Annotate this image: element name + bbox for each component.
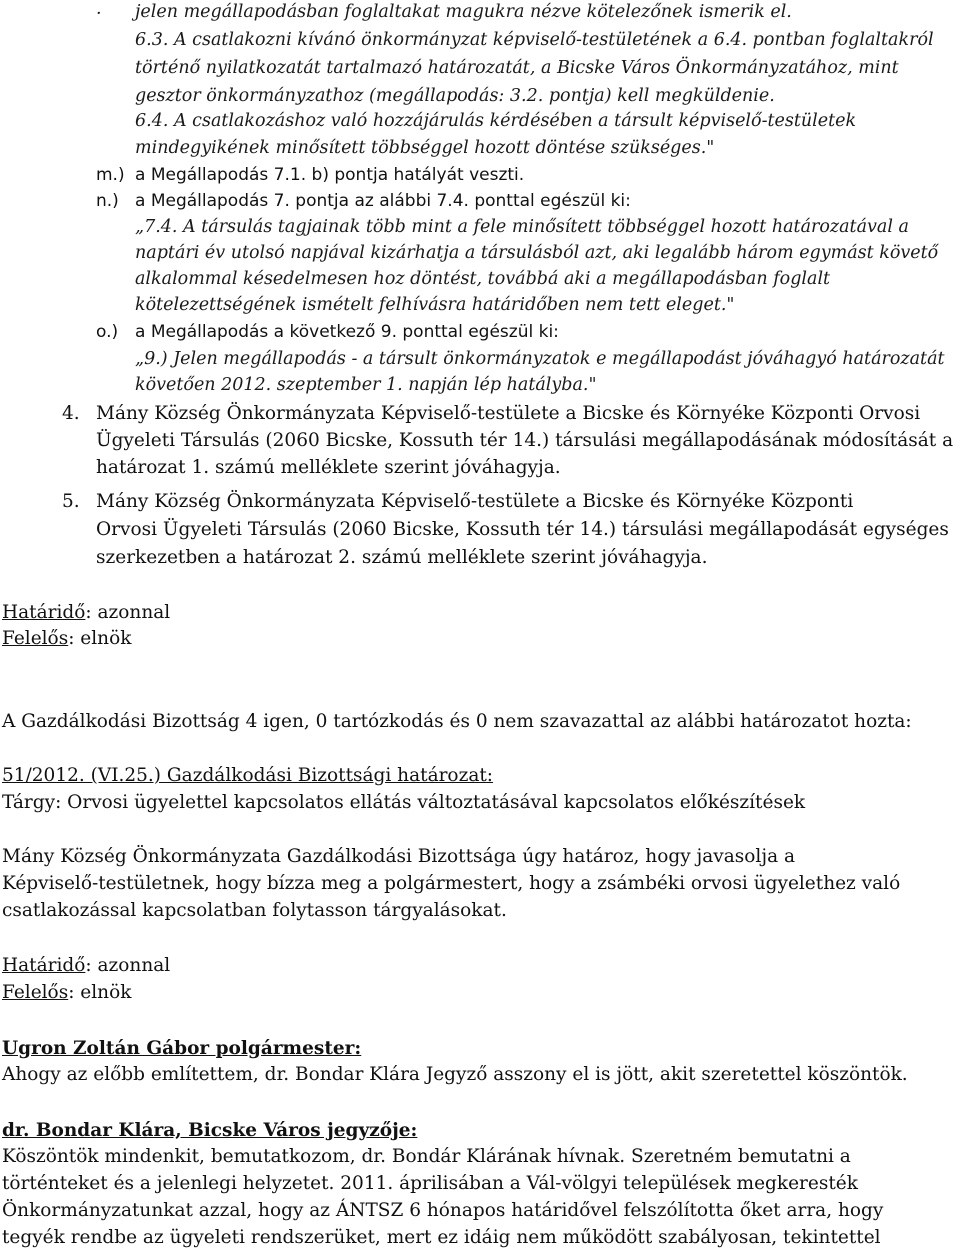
speaker-text: történteket és a jelenlegi helyzetet. 2011. áprilisában a Vál-völgyi települések megkeresték	[2, 1173, 858, 1194]
responsible-value: : elnök	[68, 982, 132, 1003]
deadline-value: : azonnal	[85, 955, 171, 976]
paragraph-number: 5.	[62, 491, 80, 512]
paragraph-line: Orvosi Ügyeleti Társulás (2060 Bicske, Kossuth tér 14.) társulási megállapodását egységes	[96, 519, 949, 540]
list-text-n: a Megállapodás 7. pontja az alábbi 7.4. ponttal egészül ki:	[135, 191, 631, 211]
committee-intro: A Gazdálkodási Bizottság 4 igen, 0 tartózkodás és 0 nem szavazattal az alábbi határozatot hozta:	[2, 711, 912, 732]
paragraph-line: határozat 1. számú melléklete szerint jóváhagyja.	[96, 457, 561, 478]
text-line: kötelezettségének ismételt felhívásra határidőben nem tett eleget."	[135, 295, 735, 315]
text-line: „9.) Jelen megállapodás - a társult önkormányzatok e megállapodást jóváhagyó határozatát	[135, 349, 945, 369]
text-line: mindegyikének minősített többséggel hozott döntése szükséges."	[135, 138, 715, 158]
text-line: naptári év utolsó napjával kizárhatja a társulásból azt, aki legalább három egymást követő	[135, 243, 939, 263]
deadline-line	[2, 957, 170, 976]
text-line: követően 2012. szeptember 1. napján lép hatályba."	[135, 375, 597, 395]
list-text-o: a Megállapodás a következő 9. ponttal egészül ki:	[135, 322, 559, 342]
resolution-line: csatlakozással kapcsolatban folytasson tárgyalásokat.	[2, 900, 507, 921]
resolution-line: Képviselő-testületnek, hogy bízza meg a polgármestert, hogy a zsámbéki orvosi ügyelethez való	[2, 873, 901, 894]
speaker-text: tegyék rendbe az ügyeleti rendszerüket, mert ez idáig nem működött szabályosan, tekintettel	[2, 1227, 881, 1248]
list-label-o: o.)	[96, 322, 119, 342]
speaker-heading: dr. Bondar Klára, Bicske Város jegyzője:	[2, 1120, 418, 1141]
paragraph-line: Mány Község Önkormányzata Képviselő-testülete a Bicske és Környéke Központi Orvosi	[96, 403, 921, 424]
paragraph-line: Ügyeleti Társulás (2060 Bicske, Kossuth tér 14.) társulási megállapodásának módosítását a	[96, 430, 954, 451]
paragraph-line: Mány Község Önkormányzata Képviselő-testülete a Bicske és Környéke Központi	[96, 491, 854, 512]
responsible-value: : elnök	[68, 628, 132, 649]
text-line: 6.4. A csatlakozáshoz való hozzájárulás kérdésében a társult képviselő-testületek	[135, 111, 857, 131]
list-label-n: n.)	[96, 191, 119, 211]
paragraph-number: 4.	[62, 403, 80, 424]
resolution-title: 51/2012. (VI.25.) Gazdálkodási Bizottsági határozat:	[2, 765, 494, 786]
responsible-line	[2, 630, 131, 649]
speaker-text: Ahogy az előbb említettem, dr. Bondar Klára Jegyző asszony el is jött, akit szeretettel köszöntök.	[2, 1064, 908, 1085]
responsible-label: Felelős	[2, 628, 69, 649]
deadline-label: Határidő	[2, 602, 86, 623]
resolution-subject: Tárgy: Orvosi ügyelettel kapcsolatos ellátás változtatásával kapcsolatos előkészítések	[2, 792, 806, 813]
list-text-m: a Megállapodás 7.1. b) pontja hatályát veszti.	[135, 165, 525, 185]
deadline-label: Határidő	[2, 955, 86, 976]
text-line: „7.4. A társulás tagjainak több mint a fele minősített többséggel hozott határozatával a	[135, 217, 909, 237]
resolution-line: Mány Község Önkormányzata Gazdálkodási Bizottsága úgy határoz, hogy javasolja a	[2, 846, 796, 867]
text-line: jelen megállapodásban foglaltakat magukra nézve kötelezőnek ismerik el.	[135, 2, 792, 22]
deadline-value: : azonnal	[85, 602, 171, 623]
text-line: alkalommal késedelmesen hoz döntést, továbbá aki a megállapodásban foglalt	[135, 269, 831, 289]
responsible-label: Felelős	[2, 982, 69, 1003]
text-line: 6.3. A csatlakozni kívánó önkormányzat képviselő-testületének a 6.4. pontban foglaltakról	[135, 30, 934, 50]
speaker-text: Önkormányzatunkat azzal, hogy az ÁNTSZ 6 hónapos határidővel felszólította őket arra, hogy	[2, 1200, 884, 1221]
speaker-text: Köszöntök mindenkit, bemutatkozom, dr. Bondár Klárának hívnak. Szeretném bemutatni a	[2, 1146, 851, 1167]
bullet-marker: ·	[96, 4, 102, 24]
paragraph-line: szerkezetben a határozat 2. számú melléklete szerint jóváhagyja.	[96, 547, 708, 568]
responsible-line	[2, 984, 131, 1003]
deadline-line	[2, 604, 170, 623]
speaker-heading: Ugron Zoltán Gábor polgármester:	[2, 1038, 362, 1059]
text-line: gesztor önkormányzathoz (megállapodás: 3.2. pontja) kell megküldenie.	[135, 86, 775, 106]
text-line: történő nyilatkozatát tartalmazó határozatát, a Bicske Város Önkormányzatához, mint	[135, 58, 899, 78]
list-label-m: m.)	[96, 165, 125, 185]
